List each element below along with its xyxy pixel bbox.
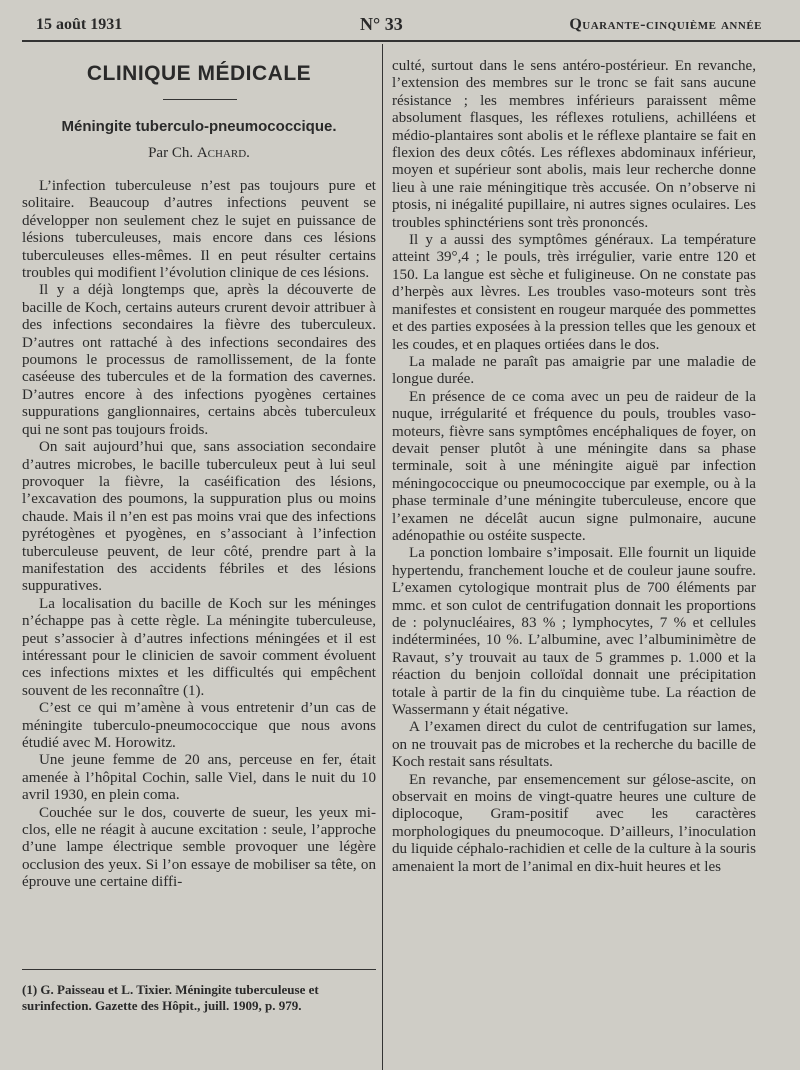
column-divider [382, 44, 383, 1070]
footnote: (1) G. Paisseau et L. Tixier. Méningite tuberculeuse et surinfection. Gazette des Hôpit., juill. 1909, p. 979. [22, 982, 319, 1013]
byline-prefix: Par Ch. [148, 145, 194, 161]
byline-author: Achard. [196, 145, 250, 161]
article-title: Méningite tuberculo-pneumococcique. [61, 118, 337, 135]
byline [22, 145, 376, 162]
paragraph: La malade ne paraît pas amaigrie par une maladie de longue durée. [392, 353, 756, 388]
paragraph: Couchée sur le dos, couverte de sueur, les yeux mi-clos, elle ne réagit à aucune excitation : seule, l’approche d’une lampe électrique semble provoquer une légère occlusion des yeux. Si l’on essaye de mobiliser sa tête, on éprouve une certaine diffi- [22, 804, 376, 891]
paragraph: En revanche, par ensemencement sur gélose-ascite, on observait en moins de vingt-quatre heures une culture de diplocoque, Gram-positif avec les caractères morphologiques du pneumocoque. D’ailleurs, l’inoculation du liquide céphalo-rachidien et celle de la culture à la souris amenaient la mort de l’animal en dix-huit heures et les [392, 771, 756, 875]
paragraph: C’est ce qui m’amène à vous entretenir d’un cas de méningite tuberculo-pneumococcique que nous avons étudié avec M. Horowitz. [22, 700, 376, 751]
paragraph: Une jeune femme de 20 ans, perceuse en fer, était amenée à l’hôpital Cochin, salle Viel, dans le nuit du 10 avril 1930, en plein coma. [22, 752, 376, 804]
paragraph: Il y a déjà longtemps que, après la découverte de bacille de Koch, certains auteurs crurent devoir attribuer à des infections secondaires la fièvre des tuberculeux. D’autres ont rattaché à des infections secondaires des poumons le processus de ramollissement, de la fonte caséeuse des tubercules et de la formation des cavernes. D’autres encore à des infections pyogènes certaines suppurations ganglionnaires, certains abcès tuberculeux qui ne sont pas toujours froids. [22, 282, 376, 438]
paragraph: Il y a aussi des symptômes généraux. La température atteint 39°,4 ; le pouls, très irrégulier, varie entre 120 et 150. La langue est sèche et fuligineuse. On ne constate pas d’herpès aux lèvres. Les troubles vaso-moteurs sont très manifestes et consistent en rougeur marquée des pommettes et des parties exposées à la pression telles que les genoux et les coudes, et en plaques ortiées dans le dos. [392, 232, 756, 353]
header-rule [22, 40, 800, 42]
page-header [22, 14, 762, 38]
paragraph: La localisation du bacille de Koch sur les méninges n’échappe pas à cette règle. La méningite tuberculeuse, peut s’associer à d’autres infections méningées et il est intéressant pour le clinicien de savoir comment évoluent ces infections mixtes et les difficultés qui empêchent souvent de les reconnaître (1). [22, 595, 376, 699]
issue-number: N° 33 [360, 14, 403, 34]
volume-year: Quarante-cinquième année [569, 16, 762, 33]
right-column [392, 58, 756, 876]
title-rule [163, 99, 237, 100]
paragraph: A l’examen direct du culot de centrifugation sur lames, on ne trouvait pas de microbes et la recherche du bacille de Koch restait sans résultats. [392, 719, 756, 771]
paragraph: On sait aujourd’hui que, sans association secondaire d’autres microbes, le bacille tuberculeux peut à lui seul provoquer la fièvre, la caséification des lésions, l’excavation des poumons, la suppuration plus ou moins chaude. Mais il n’en est pas moins vrai que des infections pyrétogènes et pyogènes, en s’associant à l’infection tuberculeuse peuvent, de leur côté, prendre part à la manifestation des accidents fébriles et des lésions suppuratives. [22, 439, 376, 595]
paragraph: La ponction lombaire s’imposait. Elle fournit un liquide hypertendu, franchement louche et de couleur jaune soufre. L’examen cytologique montrait plus de 700 éléments par mmc. et son culot de centrifugation donnait les proportions de : polynucléaires, 83 % ; lymphocytes, 7 % et cellules indéterminées, 10 %. L’albumine, avec l’albuminimètre de Ravaut, s’y trouvait au taux de 5 grammes p. 1.000 et la réaction du benjoin colloïdal donnait une précipitation totale à partir de la fin du cinquième tube. La réaction de Wassermann y était négative. [392, 545, 756, 719]
paragraph: culté, surtout dans le sens antéro-postérieur. En revanche, l’extension des membres sur le tronc se fait sans aucune résistance ; les membres inférieurs paraissent même absolument flasques, les réflexes rotuliens, achilléens et médio-plantaires sont abolis et le réflexe plantaire se fait en flexion des deux côtés. Les réflexes abdominaux inférieur, moyen et supérieur sont abolis, mais leur recherche donne lieu à une raie méningitique très accusée. On n’observe ni ptosis, ni inégalité pupillaire, ni autres signes oculaires. Les troubles sphinctériens sont très prononcés. [392, 58, 756, 231]
section-title: CLINIQUE MÉDICALE [86, 62, 312, 85]
footnote-rule [22, 969, 376, 970]
issue-date: 15 août 1931 [36, 16, 123, 33]
paragraph: En présence de ce coma avec un peu de raideur de la nuque, irrégularité et fréquence du pouls, troubles vaso-moteurs, fièvre sans symptômes encéphaliques de foyer, on devait penser plutôt à une méningite dans sa phase terminale, soit à une méningite aiguë par infection méningococcique ou pneumococcique par exemple, ou à la phase terminale d’une méningite tuberculeuse, encore que l’examen ne décelât aucun signe pulmonaire, aucune adénopathie ou ostéite suspecte. [392, 388, 756, 544]
paragraph: L’infection tuberculeuse n’est pas toujours pure et solitaire. Beaucoup d’autres infections peuvent se développer non seulement chez le sujet en puissance de lésions tuberculeuses, mais encore dans ces lésions tuberculeuses elles-mêmes. Il en peut résulter certains troubles qui modifient l’évolution clinique de ces lésions. [22, 178, 376, 282]
left-column [22, 178, 376, 892]
